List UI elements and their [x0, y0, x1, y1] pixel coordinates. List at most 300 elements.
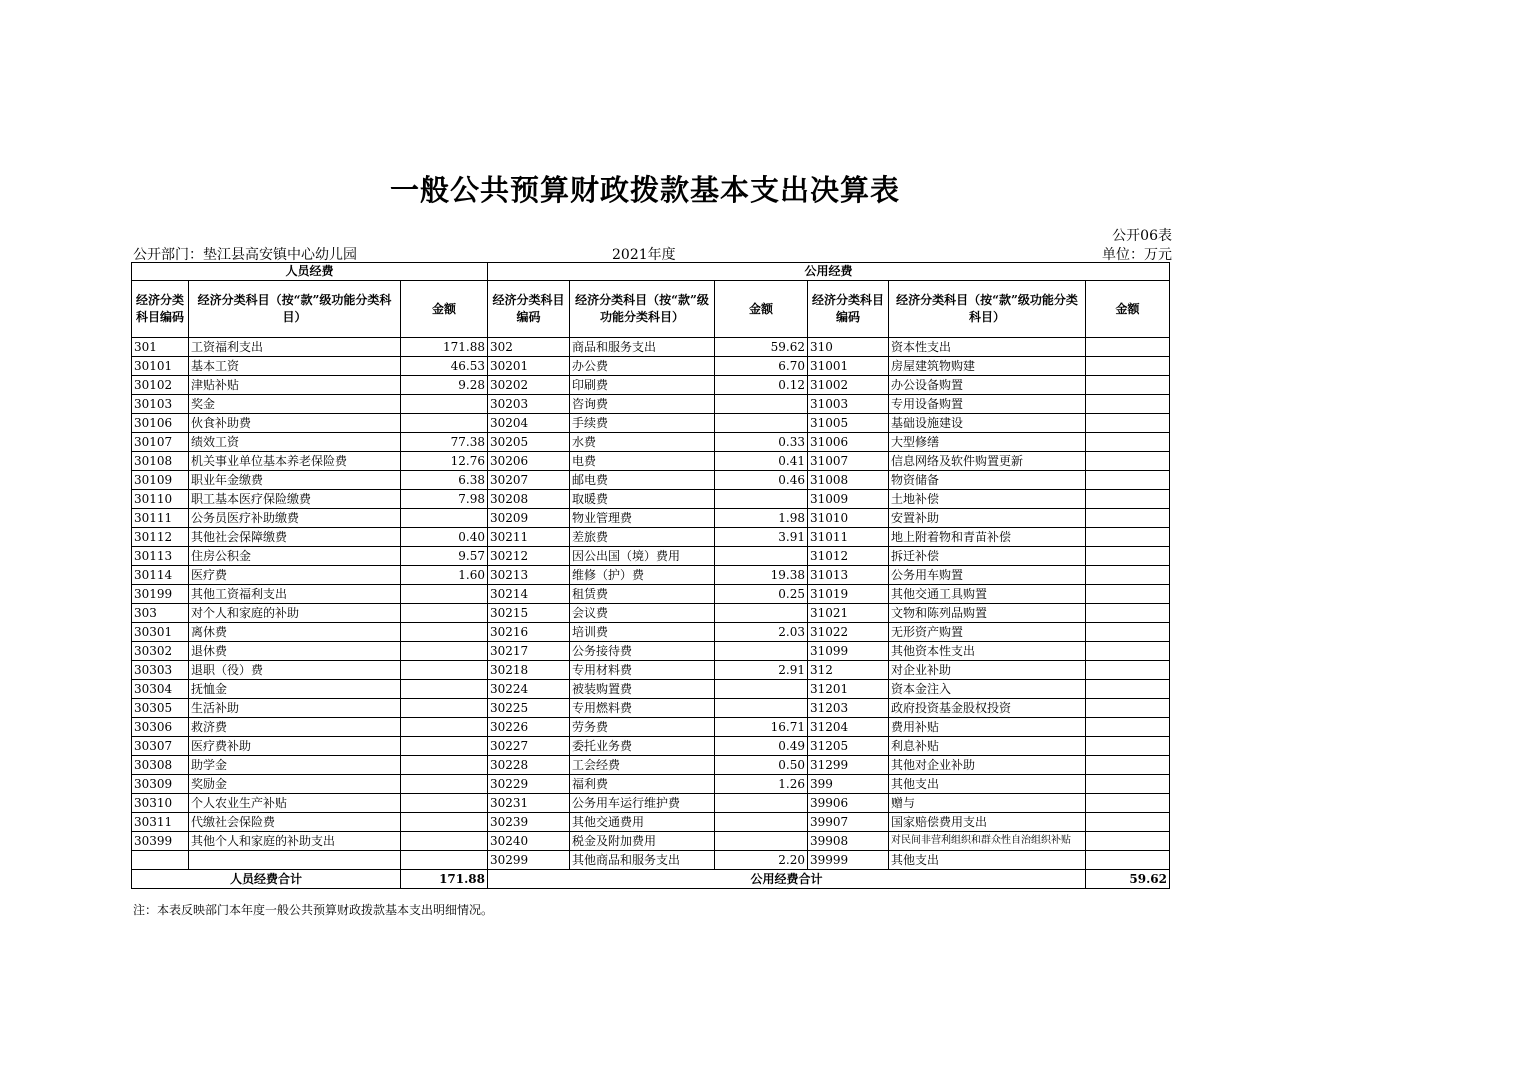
code-cell: 30302 — [132, 642, 189, 661]
amount-cell — [1086, 813, 1170, 832]
code-cell: 30101 — [132, 357, 189, 376]
amount-cell — [1086, 338, 1170, 357]
name-cell: 机关事业单位基本养老保险费 — [189, 452, 401, 471]
table-code: 公开06表 — [1112, 228, 1172, 244]
name-cell: 其他工资福利支出 — [189, 585, 401, 604]
amount-cell: 6.38 — [401, 471, 488, 490]
name-cell: 专用设备购置 — [889, 395, 1086, 414]
code-cell: 312 — [808, 661, 889, 680]
table-row — [132, 395, 1170, 414]
code-cell: 31022 — [808, 623, 889, 642]
code-cell: 31099 — [808, 642, 889, 661]
name-cell: 其他交通工具购置 — [889, 585, 1086, 604]
code-cell: 30106 — [132, 414, 189, 433]
code-cell: 30203 — [488, 395, 570, 414]
amount-cell — [401, 661, 488, 680]
name-cell: 资本性支出 — [889, 338, 1086, 357]
code-cell: 30225 — [488, 699, 570, 718]
amount-cell — [401, 756, 488, 775]
code-cell: 30114 — [132, 566, 189, 585]
amount-cell — [1086, 832, 1170, 851]
amount-cell: 0.50 — [715, 756, 808, 775]
amount-cell — [401, 680, 488, 699]
amount-cell — [715, 832, 808, 851]
code-cell: 30206 — [488, 452, 570, 471]
section-personnel: 人员经费 — [132, 263, 488, 281]
code-cell: 31203 — [808, 699, 889, 718]
code-cell: 30228 — [488, 756, 570, 775]
name-cell — [189, 851, 401, 870]
amount-cell: 2.91 — [715, 661, 808, 680]
public-total-label: 公用经费合计 — [488, 870, 1086, 889]
name-cell: 退休费 — [189, 642, 401, 661]
name-cell: 基本工资 — [189, 357, 401, 376]
amount-cell: 59.62 — [715, 338, 808, 357]
amount-cell — [1086, 718, 1170, 737]
code-cell: 30109 — [132, 471, 189, 490]
name-cell: 劳务费 — [570, 718, 715, 737]
amount-cell — [1086, 509, 1170, 528]
amount-cell — [401, 775, 488, 794]
name-cell: 代缴社会保险费 — [189, 813, 401, 832]
header-amount: 金额 — [401, 281, 488, 338]
amount-cell — [401, 737, 488, 756]
code-cell: 31010 — [808, 509, 889, 528]
amount-cell: 16.71 — [715, 718, 808, 737]
name-cell: 租赁费 — [570, 585, 715, 604]
name-cell: 基础设施建设 — [889, 414, 1086, 433]
amount-cell: 19.38 — [715, 566, 808, 585]
table-row — [132, 661, 1170, 680]
code-cell: 39999 — [808, 851, 889, 870]
amount-cell — [401, 718, 488, 737]
code-cell: 30305 — [132, 699, 189, 718]
name-cell: 国家赔偿费用支出 — [889, 813, 1086, 832]
name-cell: 对个人和家庭的补助 — [189, 604, 401, 623]
code-cell: 30216 — [488, 623, 570, 642]
name-cell: 公务员医疗补助缴费 — [189, 509, 401, 528]
amount-cell — [1086, 737, 1170, 756]
amount-cell — [401, 395, 488, 414]
name-cell: 取暖费 — [570, 490, 715, 509]
amount-cell — [401, 623, 488, 642]
table-row — [132, 357, 1170, 376]
code-cell: 30214 — [488, 585, 570, 604]
name-cell: 电费 — [570, 452, 715, 471]
table-row — [132, 680, 1170, 699]
table-row — [132, 623, 1170, 642]
amount-cell — [715, 699, 808, 718]
code-cell: 31003 — [808, 395, 889, 414]
name-cell: 其他支出 — [889, 851, 1086, 870]
header-code: 经济分类科目编码 — [488, 281, 570, 338]
code-cell: 31009 — [808, 490, 889, 509]
code-cell: 30310 — [132, 794, 189, 813]
amount-cell — [1086, 756, 1170, 775]
name-cell: 绩效工资 — [189, 433, 401, 452]
amount-cell — [401, 832, 488, 851]
table-row — [132, 604, 1170, 623]
name-cell: 其他资本性支出 — [889, 642, 1086, 661]
table-row — [132, 338, 1170, 357]
amount-cell: 0.40 — [401, 528, 488, 547]
amount-cell — [1086, 775, 1170, 794]
code-cell: 303 — [132, 604, 189, 623]
name-cell: 赠与 — [889, 794, 1086, 813]
header-amount: 金额 — [715, 281, 808, 338]
code-cell: 30208 — [488, 490, 570, 509]
code-cell: 31007 — [808, 452, 889, 471]
name-cell: 津贴补贴 — [189, 376, 401, 395]
amount-cell — [1086, 642, 1170, 661]
amount-cell — [401, 414, 488, 433]
code-cell: 31002 — [808, 376, 889, 395]
name-cell: 专用燃料费 — [570, 699, 715, 718]
header-name: 经济分类科目（按“款”级功能分类科目） — [889, 281, 1086, 338]
amount-cell — [1086, 623, 1170, 642]
table-row — [132, 566, 1170, 585]
footnote: 注：本表反映部门本年度一般公共预算财政拨款基本支出明细情况。 — [133, 903, 494, 917]
code-cell: 30217 — [488, 642, 570, 661]
amount-cell: 171.88 — [401, 338, 488, 357]
code-cell: 31001 — [808, 357, 889, 376]
code-cell: 30227 — [488, 737, 570, 756]
code-cell: 30102 — [132, 376, 189, 395]
amount-cell: 9.57 — [401, 547, 488, 566]
amount-cell: 0.46 — [715, 471, 808, 490]
amount-cell: 7.98 — [401, 490, 488, 509]
table-row — [132, 585, 1170, 604]
name-cell: 土地补偿 — [889, 490, 1086, 509]
amount-cell — [715, 680, 808, 699]
code-cell: 30107 — [132, 433, 189, 452]
code-cell: 30229 — [488, 775, 570, 794]
personnel-total-label: 人员经费合计 — [132, 870, 401, 889]
personnel-total-amount: 171.88 — [401, 870, 488, 889]
table-row — [132, 737, 1170, 756]
name-cell: 印刷费 — [570, 376, 715, 395]
header-code: 经济分类科目编码 — [132, 281, 189, 338]
name-cell: 水费 — [570, 433, 715, 452]
name-cell: 退职（役）费 — [189, 661, 401, 680]
name-cell: 个人农业生产补贴 — [189, 794, 401, 813]
table-row — [132, 699, 1170, 718]
code-cell: 30108 — [132, 452, 189, 471]
code-cell: 31005 — [808, 414, 889, 433]
code-cell: 31019 — [808, 585, 889, 604]
name-cell: 邮电费 — [570, 471, 715, 490]
name-cell: 政府投资基金股权投资 — [889, 699, 1086, 718]
amount-cell — [715, 414, 808, 433]
code-cell: 30212 — [488, 547, 570, 566]
amount-cell: 1.98 — [715, 509, 808, 528]
name-cell: 职工基本医疗保险缴费 — [189, 490, 401, 509]
amount-cell: 0.33 — [715, 433, 808, 452]
name-cell: 工会经费 — [570, 756, 715, 775]
code-cell: 31299 — [808, 756, 889, 775]
amount-cell — [401, 794, 488, 813]
code-cell: 30299 — [488, 851, 570, 870]
code-cell: 30239 — [488, 813, 570, 832]
code-cell: 30205 — [488, 433, 570, 452]
name-cell: 维修（护）费 — [570, 566, 715, 585]
code-cell: 31013 — [808, 566, 889, 585]
header-name: 经济分类科目（按“款”级功能分类科目） — [570, 281, 715, 338]
amount-cell — [401, 851, 488, 870]
name-cell: 咨询费 — [570, 395, 715, 414]
name-cell: 费用补贴 — [889, 718, 1086, 737]
name-cell: 抚恤金 — [189, 680, 401, 699]
code-cell: 30309 — [132, 775, 189, 794]
code-cell: 39907 — [808, 813, 889, 832]
name-cell: 对民间非营利组织和群众性自治组织补贴 — [889, 832, 1086, 851]
table-row — [132, 528, 1170, 547]
name-cell: 医疗费 — [189, 566, 401, 585]
name-cell: 对企业补助 — [889, 661, 1086, 680]
code-cell: 31011 — [808, 528, 889, 547]
code-cell: 30211 — [488, 528, 570, 547]
amount-cell — [1086, 528, 1170, 547]
name-cell: 资本金注入 — [889, 680, 1086, 699]
table-row — [132, 718, 1170, 737]
amount-cell — [1086, 452, 1170, 471]
table-row — [132, 452, 1170, 471]
name-cell: 物业管理费 — [570, 509, 715, 528]
code-cell: 310 — [808, 338, 889, 357]
amount-cell: 2.03 — [715, 623, 808, 642]
code-cell: 30215 — [488, 604, 570, 623]
name-cell: 专用材料费 — [570, 661, 715, 680]
code-cell: 30213 — [488, 566, 570, 585]
code-cell: 30231 — [488, 794, 570, 813]
code-cell: 30224 — [488, 680, 570, 699]
code-cell: 301 — [132, 338, 189, 357]
code-cell: 30308 — [132, 756, 189, 775]
header-name: 经济分类科目（按“款”级功能分类科目） — [189, 281, 401, 338]
amount-cell — [1086, 357, 1170, 376]
amount-cell: 0.25 — [715, 585, 808, 604]
table-row — [132, 794, 1170, 813]
amount-cell: 3.91 — [715, 528, 808, 547]
amount-cell — [401, 813, 488, 832]
name-cell: 其他交通费用 — [570, 813, 715, 832]
code-cell: 30199 — [132, 585, 189, 604]
name-cell: 救济费 — [189, 718, 401, 737]
code-cell: 31012 — [808, 547, 889, 566]
code-cell: 30301 — [132, 623, 189, 642]
code-cell: 30207 — [488, 471, 570, 490]
name-cell: 其他个人和家庭的补助支出 — [189, 832, 401, 851]
amount-cell: 0.49 — [715, 737, 808, 756]
table-row — [132, 813, 1170, 832]
name-cell: 安置补助 — [889, 509, 1086, 528]
table-row — [132, 642, 1170, 661]
name-cell: 奖金 — [189, 395, 401, 414]
table-row — [132, 376, 1170, 395]
code-cell: 30306 — [132, 718, 189, 737]
public-total-amount: 59.62 — [1086, 870, 1170, 889]
name-cell: 公务接待费 — [570, 642, 715, 661]
name-cell: 助学金 — [189, 756, 401, 775]
code-cell: 30218 — [488, 661, 570, 680]
code-cell: 31008 — [808, 471, 889, 490]
page-title: 一般公共预算财政拨款基本支出决算表 — [389, 173, 900, 207]
amount-cell: 77.38 — [401, 433, 488, 452]
amount-cell: 46.53 — [401, 357, 488, 376]
amount-cell: 0.12 — [715, 376, 808, 395]
code-cell: 30113 — [132, 547, 189, 566]
code-cell: 31205 — [808, 737, 889, 756]
amount-cell — [1086, 794, 1170, 813]
table-row — [132, 547, 1170, 566]
code-cell: 30240 — [488, 832, 570, 851]
name-cell: 税金及附加费用 — [570, 832, 715, 851]
code-cell: 31201 — [808, 680, 889, 699]
code-cell: 31204 — [808, 718, 889, 737]
code-cell: 30202 — [488, 376, 570, 395]
amount-cell — [1086, 547, 1170, 566]
table-row — [132, 471, 1170, 490]
unit-label: 单位：万元 — [1102, 247, 1172, 263]
table-row — [132, 775, 1170, 794]
name-cell: 伙食补助费 — [189, 414, 401, 433]
name-cell: 无形资产购置 — [889, 623, 1086, 642]
name-cell: 文物和陈列品购置 — [889, 604, 1086, 623]
code-cell: 30111 — [132, 509, 189, 528]
table-row — [132, 832, 1170, 851]
name-cell: 公务用车运行维护费 — [570, 794, 715, 813]
name-cell: 因公出国（境）费用 — [570, 547, 715, 566]
name-cell: 其他社会保障缴费 — [189, 528, 401, 547]
name-cell: 办公设备购置 — [889, 376, 1086, 395]
code-cell: 30103 — [132, 395, 189, 414]
name-cell: 其他支出 — [889, 775, 1086, 794]
amount-cell — [1086, 471, 1170, 490]
name-cell: 工资福利支出 — [189, 338, 401, 357]
code-cell: 39908 — [808, 832, 889, 851]
name-cell: 地上附着物和青苗补偿 — [889, 528, 1086, 547]
amount-cell — [1086, 604, 1170, 623]
amount-cell — [1086, 680, 1170, 699]
department-label: 公开部门：垫江县高安镇中心幼儿园 — [133, 247, 357, 263]
amount-cell: 1.60 — [401, 566, 488, 585]
amount-cell — [715, 813, 808, 832]
code-cell: 30226 — [488, 718, 570, 737]
code-cell: 302 — [488, 338, 570, 357]
name-cell: 拆迁补偿 — [889, 547, 1086, 566]
table-row — [132, 756, 1170, 775]
amount-cell: 6.70 — [715, 357, 808, 376]
code-cell — [132, 851, 189, 870]
amount-cell — [1086, 376, 1170, 395]
name-cell: 商品和服务支出 — [570, 338, 715, 357]
code-cell: 30311 — [132, 813, 189, 832]
table-row — [132, 509, 1170, 528]
amount-cell — [1086, 699, 1170, 718]
name-cell: 住房公积金 — [189, 547, 401, 566]
name-cell: 会议费 — [570, 604, 715, 623]
amount-cell — [715, 395, 808, 414]
name-cell: 委托业务费 — [570, 737, 715, 756]
name-cell: 其他对企业补助 — [889, 756, 1086, 775]
code-cell: 30307 — [132, 737, 189, 756]
name-cell: 差旅费 — [570, 528, 715, 547]
name-cell: 利息补贴 — [889, 737, 1086, 756]
amount-cell — [401, 509, 488, 528]
amount-cell — [1086, 395, 1170, 414]
name-cell: 培训费 — [570, 623, 715, 642]
name-cell: 物资储备 — [889, 471, 1086, 490]
amount-cell — [1086, 490, 1170, 509]
code-cell: 30201 — [488, 357, 570, 376]
header-amount: 金额 — [1086, 281, 1170, 338]
year-label: 2021年度 — [612, 247, 676, 263]
amount-cell — [1086, 661, 1170, 680]
amount-cell: 0.41 — [715, 452, 808, 471]
amount-cell — [1086, 414, 1170, 433]
amount-cell — [1086, 585, 1170, 604]
name-cell: 职业年金缴费 — [189, 471, 401, 490]
amount-cell — [1086, 566, 1170, 585]
code-cell: 30112 — [132, 528, 189, 547]
amount-cell — [715, 490, 808, 509]
name-cell: 信息网络及软件购置更新 — [889, 452, 1086, 471]
name-cell: 大型修缮 — [889, 433, 1086, 452]
code-cell: 30209 — [488, 509, 570, 528]
amount-cell — [401, 699, 488, 718]
section-public: 公用经费 — [488, 263, 1170, 281]
name-cell: 医疗费补助 — [189, 737, 401, 756]
name-cell: 被装购置费 — [570, 680, 715, 699]
name-cell: 房屋建筑物购建 — [889, 357, 1086, 376]
amount-cell — [715, 547, 808, 566]
amount-cell — [401, 604, 488, 623]
code-cell: 39906 — [808, 794, 889, 813]
table-body — [132, 338, 1170, 870]
name-cell: 生活补助 — [189, 699, 401, 718]
code-cell: 30303 — [132, 661, 189, 680]
amount-cell — [401, 642, 488, 661]
amount-cell — [401, 585, 488, 604]
name-cell: 离休费 — [189, 623, 401, 642]
name-cell: 手续费 — [570, 414, 715, 433]
amount-cell — [1086, 433, 1170, 452]
amount-cell — [715, 642, 808, 661]
name-cell: 其他商品和服务支出 — [570, 851, 715, 870]
code-cell: 31006 — [808, 433, 889, 452]
name-cell: 公务用车购置 — [889, 566, 1086, 585]
amount-cell — [715, 794, 808, 813]
header-code: 经济分类科目编码 — [808, 281, 889, 338]
table-row — [132, 490, 1170, 509]
amount-cell: 12.76 — [401, 452, 488, 471]
amount-cell — [1086, 851, 1170, 870]
amount-cell: 2.20 — [715, 851, 808, 870]
name-cell: 办公费 — [570, 357, 715, 376]
amount-cell: 9.28 — [401, 376, 488, 395]
table-row — [132, 414, 1170, 433]
table-row — [132, 433, 1170, 452]
code-cell: 399 — [808, 775, 889, 794]
code-cell: 30204 — [488, 414, 570, 433]
name-cell: 福利费 — [570, 775, 715, 794]
code-cell: 30110 — [132, 490, 189, 509]
code-cell: 30304 — [132, 680, 189, 699]
table-row — [132, 851, 1170, 870]
amount-cell — [715, 604, 808, 623]
amount-cell: 1.26 — [715, 775, 808, 794]
expenditure-table — [131, 262, 1170, 889]
